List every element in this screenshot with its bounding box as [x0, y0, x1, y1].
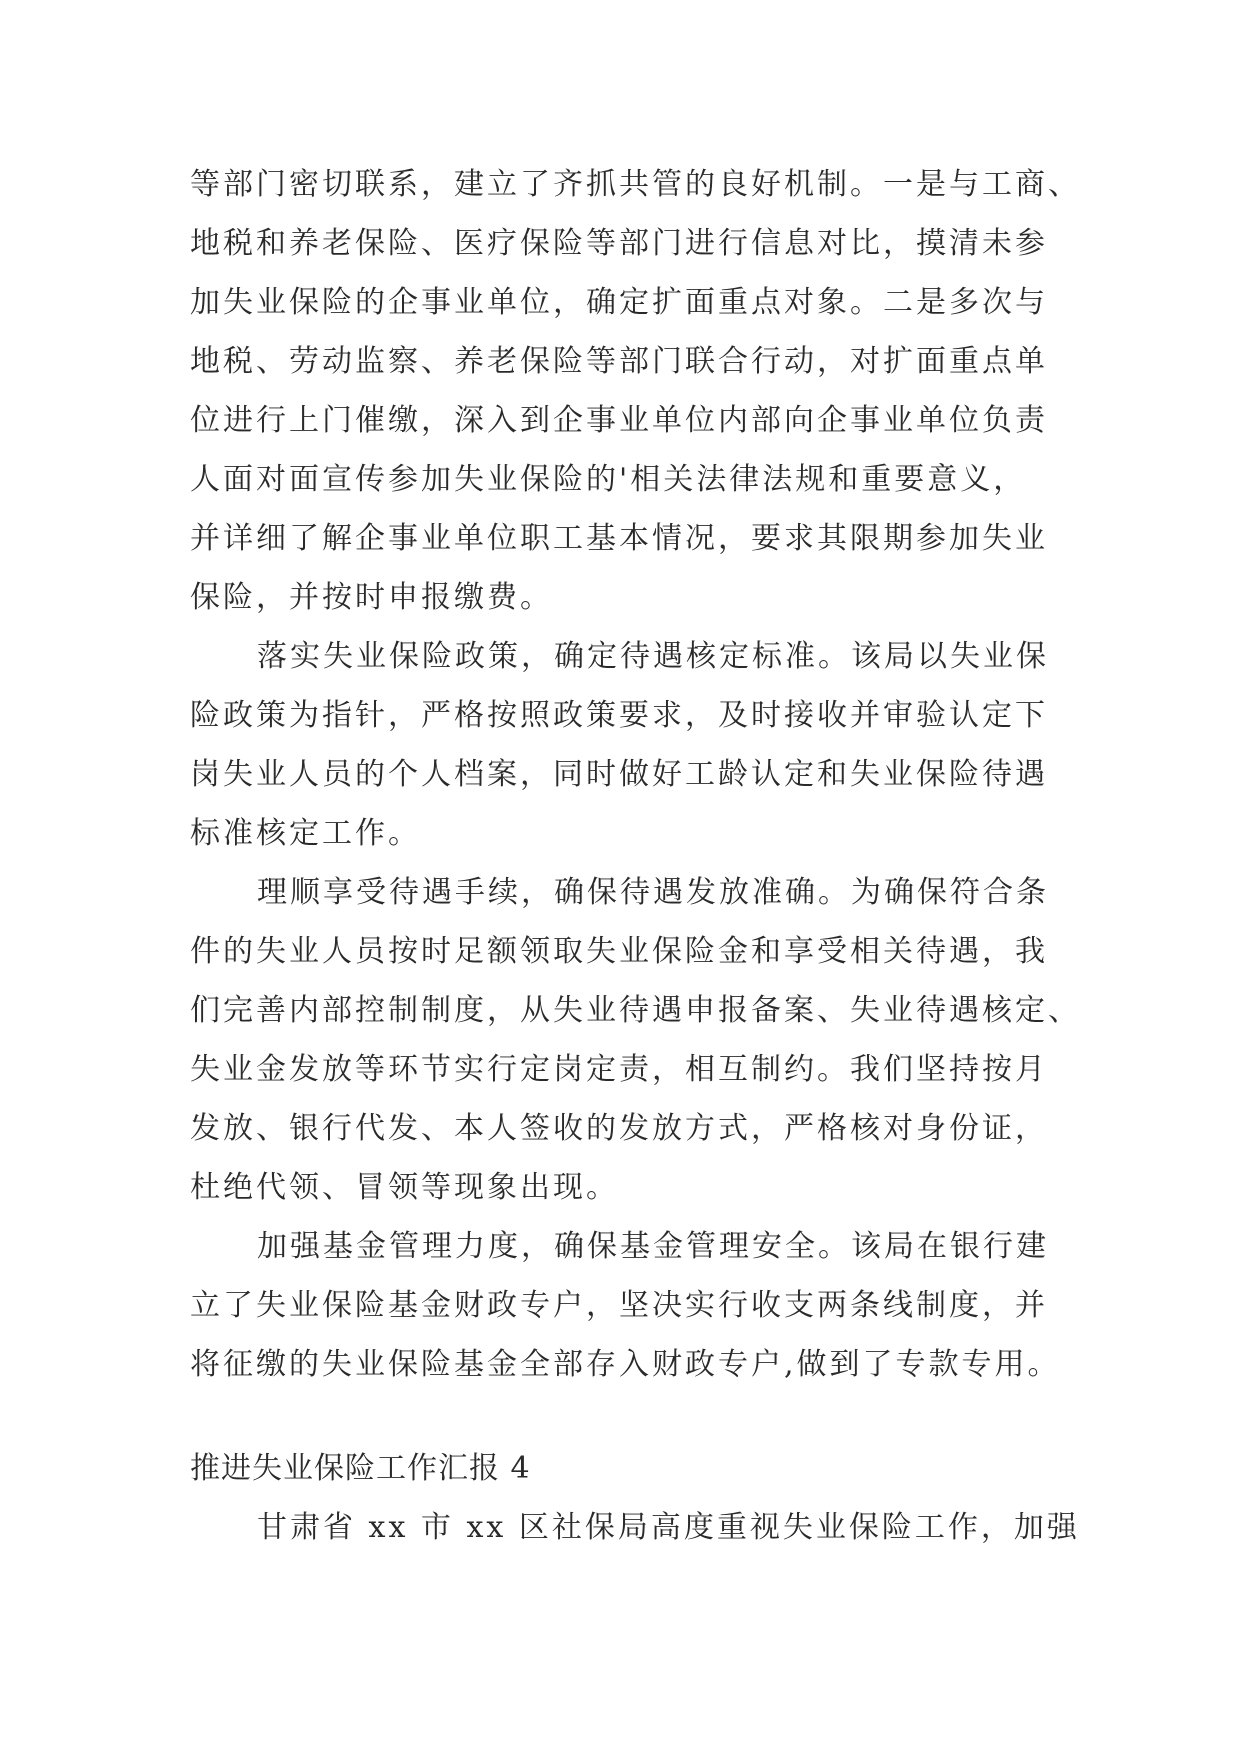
document-body — [190, 155, 1081, 1557]
text-line: 标准核定工作。 — [190, 816, 421, 851]
text-line: 人面对面宣传参加失业保险的'相关法律法规和重要意义， — [190, 462, 1027, 497]
paragraph-3 — [190, 863, 1081, 1217]
text-line: 保险，并按时申报缴费。 — [190, 580, 553, 615]
text-line: 失业金发放等环节实行定岗定责，相互制约。我们坚持按月 — [190, 1052, 1048, 1087]
text-line: 位进行上门催缴，深入到企事业单位内部向企事业单位负责 — [190, 403, 1048, 438]
text-line: 甘肃省 xx 市 xx 区社保局高度重视失业保险工作，加强 — [257, 1510, 1080, 1545]
text-line: 并详细了解企事业单位职工基本情况，要求其限期参加失业 — [190, 521, 1048, 556]
text-line: 地税和养老保险、医疗保险等部门进行信息对比，摸清未参 — [190, 226, 1048, 261]
text-line: 地税、劳动监察、养老保险等部门联合行动，对扩面重点单 — [190, 344, 1048, 379]
text-line: 杜绝代领、冒领等现象出现。 — [190, 1170, 619, 1205]
text-line: 险政策为指针，严格按照政策要求，及时接收并审验认定下 — [190, 698, 1048, 733]
paragraph-1 — [190, 155, 1081, 627]
text-line: 加失业保险的企事业单位，确定扩面重点对象。二是多次与 — [190, 285, 1048, 320]
paragraph-2 — [190, 627, 1070, 863]
text-line: 理顺享受待遇手续，确保待遇发放准确。为确保符合条 — [257, 875, 1049, 910]
text-line: 件的失业人员按时足额领取失业保险金和享受相关待遇，我 — [190, 934, 1048, 969]
text-line: 岗失业人员的个人档案，同时做好工龄认定和失业保险待遇 — [190, 757, 1048, 792]
text-line: 发放、银行代发、本人签收的发放方式，严格核对身份证， — [190, 1111, 1048, 1146]
text-line: 等部门密切联系，建立了齐抓共管的良好机制。一是与工商、 — [190, 167, 1081, 202]
text-line: 落实失业保险政策，确定待遇核定标准。该局以失业保 — [257, 639, 1049, 674]
text-line: 们完善内部控制制度，从失业待遇申报备案、失业待遇核定、 — [190, 993, 1081, 1028]
text-line: 将征缴的失业保险基金全部存入财政专户,做到了专款专用。 — [190, 1347, 1061, 1382]
text-line: 加强基金管理力度，确保基金管理安全。该局在银行建 — [257, 1229, 1049, 1264]
section-heading: 推进失业保险工作汇报 4 — [190, 1451, 531, 1486]
text-line: 立了失业保险基金财政专户，坚决实行收支两条线制度，并 — [190, 1288, 1048, 1323]
paragraph-4 — [190, 1217, 1070, 1394]
